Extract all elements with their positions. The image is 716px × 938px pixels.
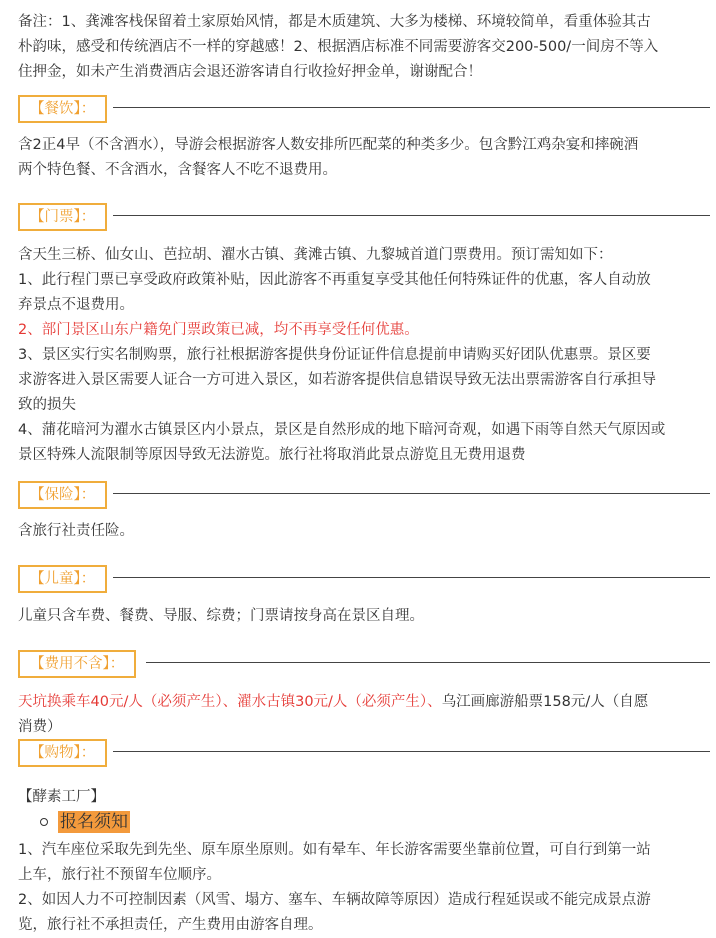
tickets-item-1-line-1: 1、此行程门票已享受政府政策补贴，因此游客不再重复享受其他任何特殊证件的优惠，客人自动放 xyxy=(18,272,651,288)
insurance-paragraph xyxy=(18,519,708,544)
excluded-fees-paragraph xyxy=(18,690,708,740)
section-header-dining xyxy=(18,95,710,125)
excluded-fee-zhuoshui: 濯水古镇30元/人（必须产生）、 xyxy=(237,694,442,710)
booking-item-1-line-2: 上车，旅行社不预留车位顺序。 xyxy=(18,867,221,883)
section-divider xyxy=(146,662,710,663)
notes-paragraph xyxy=(18,10,708,85)
section-divider xyxy=(113,577,710,578)
section-title-tickets: 【门票】： xyxy=(18,203,107,231)
tickets-item-1-line-2: 弃景点不退费用。 xyxy=(18,297,134,313)
booking-notice-heading: 报名须知 xyxy=(60,812,128,832)
section-title-excluded-fees: 【费用不含】： xyxy=(18,650,136,678)
section-title-shopping: 【购物】： xyxy=(18,739,107,767)
children-paragraph xyxy=(18,604,708,629)
dining-paragraph xyxy=(18,133,708,183)
notes-line-3: 住押金，如未产生消费酒店会退还游客请自行收捡好押金单，谢谢配合！ xyxy=(18,64,482,80)
section-header-tickets xyxy=(18,203,710,233)
notes-line-1: 备注：1、龚滩客栈保留着土家原始风情，都是木质建筑、大多为楼梯、环境较简单，看重体验其古 xyxy=(18,14,651,30)
section-header-excluded-fees xyxy=(18,650,710,680)
section-title-insurance: 【保险】： xyxy=(18,481,107,509)
section-header-shopping xyxy=(18,739,710,769)
circle-bullet-icon xyxy=(40,818,48,826)
booking-item-1-line-1: 1、汽车座位采取先到先坐、原车原坐原则。如有晕车、年长游客需要坐靠前位置，可自行到第一站 xyxy=(18,842,651,858)
tickets-item-3-line-1: 3、景区实行实名制购票，旅行社根据游客提供身份证证件信息提前申请购买好团队优惠票。景区要 xyxy=(18,347,651,363)
dining-line-1: 含2正4早（不含酒水），导游会根据游客人数安排所匹配菜的种类多少。包含黔江鸡杂宴和摔碗酒 xyxy=(18,137,639,153)
children-line-1: 儿童只含车费、餐费、导服、综费；门票请按身高在景区自理。 xyxy=(18,608,424,624)
tickets-item-4-line-2: 景区特殊人流限制等原因导致无法游览。旅行社将取消此景点游览且无费用退费 xyxy=(18,447,526,463)
section-divider xyxy=(113,493,710,494)
tickets-paragraph xyxy=(18,243,708,468)
section-header-insurance xyxy=(18,481,710,511)
tickets-item-2-warning: 2、部门景区山东户籍免门票政策已减，均不再享受任何优惠。 xyxy=(18,322,419,338)
section-title-dining: 【餐饮】： xyxy=(18,95,107,123)
section-title-children: 【儿童】： xyxy=(18,565,107,593)
tickets-item-3-line-2: 求游客进入景区需要人证合一方可进入景区，如若游客提供信息错误导致无法出票需游客自行承担导 xyxy=(18,372,656,388)
shopping-item-enzyme-factory xyxy=(18,785,105,810)
section-divider xyxy=(113,751,710,752)
excluded-fees-line-2: 消费） xyxy=(18,719,62,735)
section-header-children xyxy=(18,565,710,595)
booking-item-2-line-2: 览，旅行社不承担责任，产生费用由游客自理。 xyxy=(18,917,323,933)
shopping-item-label: 【酵素工厂】 xyxy=(18,789,105,805)
section-divider xyxy=(113,215,710,216)
excluded-fee-boat: 乌江画廊游船票158元/人（自愿 xyxy=(441,694,649,710)
dining-line-2: 两个特色餐、不含酒水，含餐客人不吃不退费用。 xyxy=(18,162,337,178)
tickets-item-3-line-3: 致的损失 xyxy=(18,397,76,413)
excluded-fee-transfer: 天坑换乘车40元/人（必须产生）、 xyxy=(18,694,238,710)
tickets-item-4-line-1: 4、蒲花暗河为濯水古镇景区内小景点，景区是自然形成的地下暗河奇观，如遇下雨等自然天气原因或 xyxy=(18,422,666,438)
insurance-line-1: 含旅行社责任险。 xyxy=(18,523,134,539)
notes-line-2: 朴韵味，感受和传统酒店不一样的穿越感！2、根据酒店标准不同需要游客交200-500/一间房不等入 xyxy=(18,39,659,55)
booking-item-2-line-1: 2、如因人力不可控制因素（风雪、塌方、塞车、车辆故障等原因）造成行程延误或不能完成景点游 xyxy=(18,892,651,908)
booking-notice-paragraph xyxy=(18,838,708,938)
booking-notice-heading-row xyxy=(40,811,240,835)
section-divider xyxy=(113,107,710,108)
tickets-intro: 含天生三桥、仙女山、芭拉胡、濯水古镇、龚滩古镇、九黎城首道门票费用。预订需知如下： xyxy=(18,247,613,263)
